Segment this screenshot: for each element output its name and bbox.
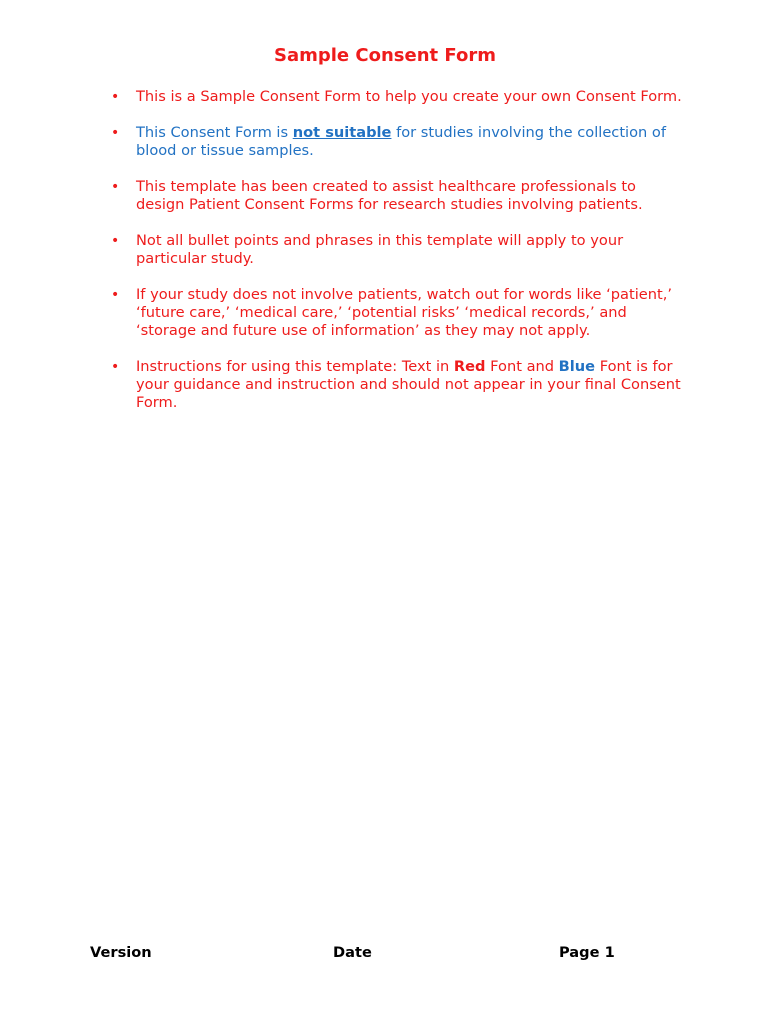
list-item (107, 286, 682, 340)
bullet-text: Not all bullet points and phrases in this template will apply to your particular study. (136, 232, 624, 267)
list-item (107, 124, 682, 160)
bullet-dot: • (111, 287, 120, 303)
list-item (107, 178, 682, 214)
page-title: Sample Consent Form (274, 45, 496, 66)
bullet-dot: • (111, 89, 120, 105)
red-font-label: Red (453, 358, 486, 375)
footer-page-number: Page 1 (559, 944, 615, 961)
bullet-text: This is a Sample Consent Form to help you create your own Consent Form. (136, 88, 682, 105)
bullet-text-middle: Font and (485, 358, 559, 375)
bullet-text-start: Instructions for using this template: Text in (136, 358, 454, 375)
bullet-text-end: Font is for your guidance and instruction and should not appear in your final Consent Form. (136, 358, 681, 411)
not-suitable-emphasis: not suitable (292, 124, 392, 141)
bullet-text: If your study does not involve patients, watch out for words like ‘patient,’ ‘future care,’ ‘medical care,’ ‘potential risks’ ‘medical records,’ and ‘storage and future use of information’ as they may not apply. (136, 286, 672, 339)
bullet-dot: • (111, 125, 120, 141)
bullet-text-start: This Consent Form is (136, 124, 293, 141)
bullet-dot: • (111, 359, 120, 375)
bullet-dot: • (111, 233, 120, 249)
bullet-text: This template has been created to assist healthcare professionals to design Patient Consent Forms for research studies involving patients. (136, 178, 643, 213)
blue-font-label: Blue (558, 358, 596, 375)
list-item (107, 232, 682, 268)
bullet-list (107, 88, 682, 430)
list-item (107, 88, 682, 106)
footer-version: Version (90, 944, 152, 961)
bullet-dot: • (111, 179, 120, 195)
footer-date: Date (333, 944, 372, 961)
list-item (107, 358, 682, 412)
bullet-text-end: for studies involving the collection of blood or tissue samples. (136, 124, 666, 159)
